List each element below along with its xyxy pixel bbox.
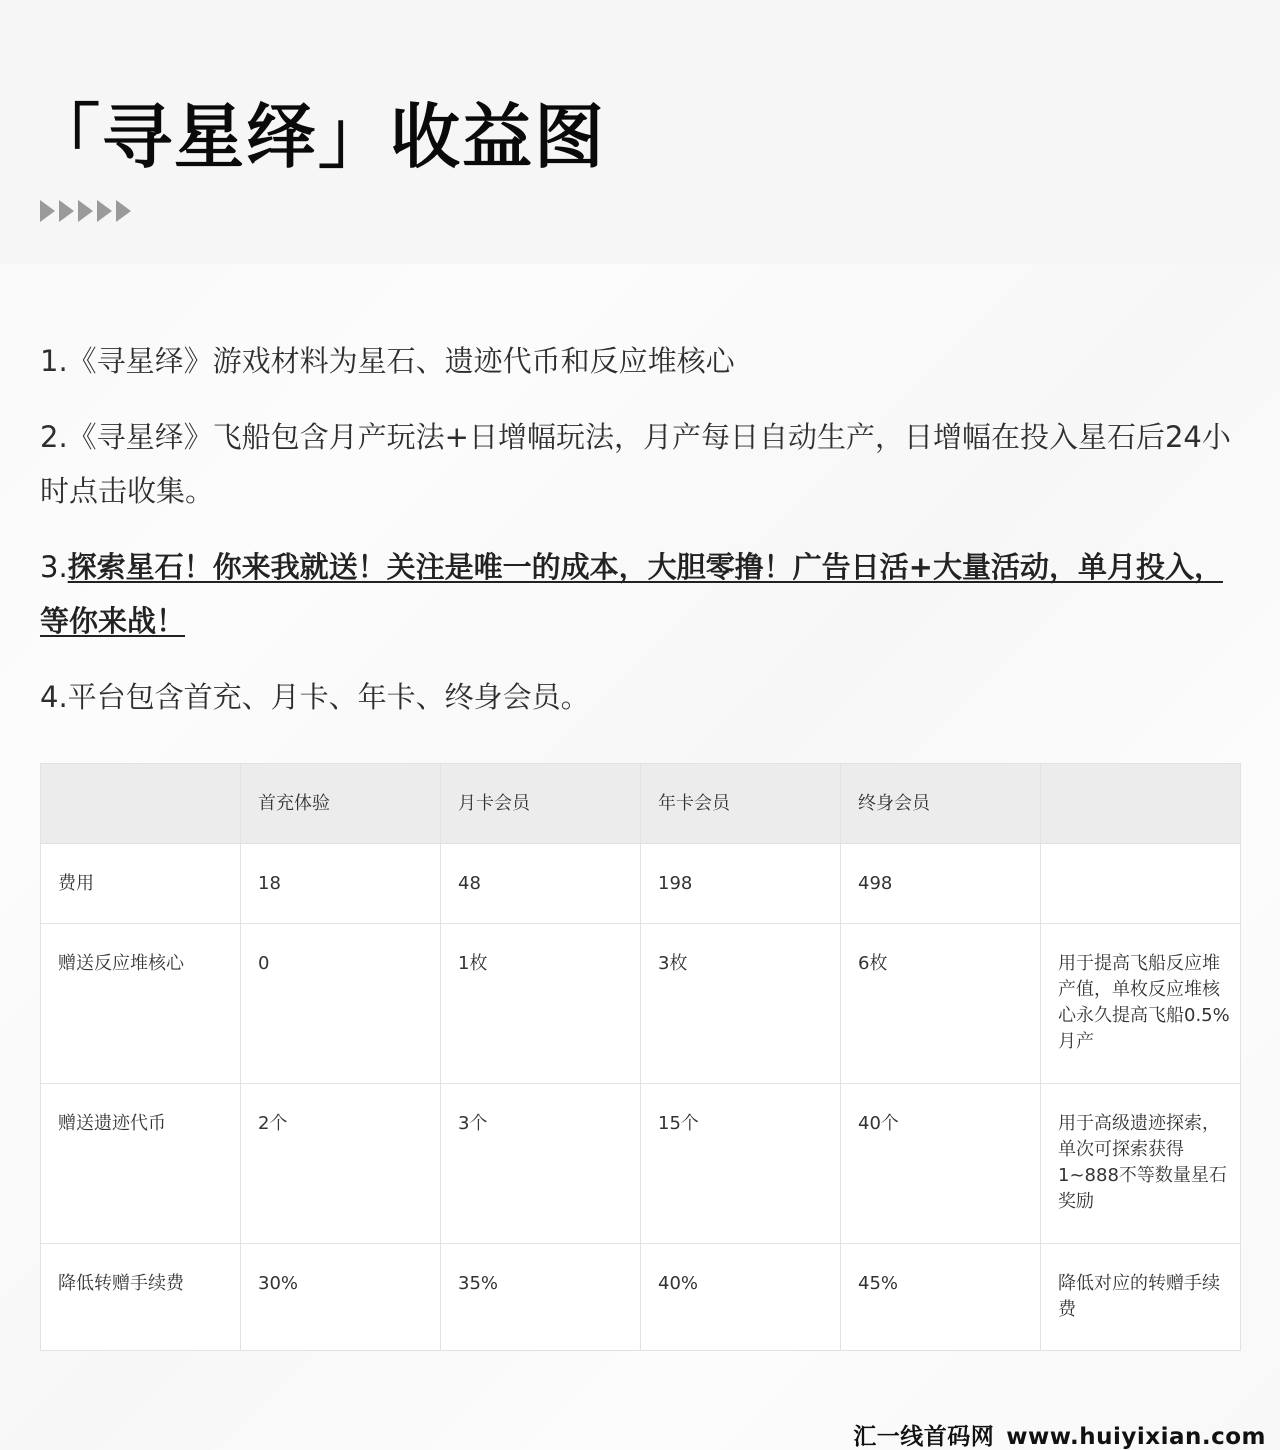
- intro-item-2: 2.《寻星绎》飞船包含月产玩法+日增幅玩法，月产每日自动生产，日增幅在投入星石后24小时点击收集。: [40, 420, 1231, 508]
- triangle-right-icon: [59, 200, 74, 222]
- watermark: [853, 1418, 1266, 1450]
- table-row: [41, 844, 1241, 924]
- table-cell: 3个: [441, 1084, 641, 1244]
- row-label: 降低转赠手续费: [41, 1244, 241, 1351]
- header-cell-lifetime: 终身会员: [841, 764, 1041, 844]
- table-cell: 18: [241, 844, 441, 924]
- row-note: 用于提高飞船反应堆产值，单枚反应堆核心永久提高飞船0.5%月产: [1041, 924, 1241, 1084]
- triangle-right-icon: [78, 200, 93, 222]
- table-cell: 3枚: [641, 924, 841, 1084]
- row-label: 赠送遗迹代币: [41, 1084, 241, 1244]
- watermark-site-name: 汇一线首码网: [853, 1424, 995, 1450]
- header-cell-yearly: 年卡会员: [641, 764, 841, 844]
- intro-item-3-prefix: 3.: [40, 550, 68, 584]
- table-cell: 15个: [641, 1084, 841, 1244]
- row-label: 赠送反应堆核心: [41, 924, 241, 1084]
- watermark-url: www.huiyixian.com: [1006, 1424, 1266, 1450]
- table-cell: 35%: [441, 1244, 641, 1351]
- table-cell: 45%: [841, 1244, 1041, 1351]
- membership-table: [40, 763, 1240, 1351]
- table-cell: 48: [441, 844, 641, 924]
- table-cell: 2个: [241, 1084, 441, 1244]
- header-cell-monthly: 月卡会员: [441, 764, 641, 844]
- table-cell: 0: [241, 924, 441, 1084]
- decorative-arrows: [40, 200, 132, 222]
- intro-item-4: 4.平台包含首充、月卡、年卡、终身会员。: [40, 680, 590, 714]
- header-cell-empty: [41, 764, 241, 844]
- table-row: [41, 924, 1241, 1084]
- row-label: 费用: [41, 844, 241, 924]
- table-cell: 198: [641, 844, 841, 924]
- table-cell: 498: [841, 844, 1041, 924]
- table-row: [41, 1084, 1241, 1244]
- row-note: 用于高级遗迹探索，单次可探索获得1~888不等数量星石奖励: [1041, 1084, 1241, 1244]
- table-cell: 40%: [641, 1244, 841, 1351]
- table-cell: 6枚: [841, 924, 1041, 1084]
- intro-item-1: 1.《寻星绎》游戏材料为星石、遗迹代币和反应堆核心: [40, 344, 735, 378]
- table-cell: 1枚: [441, 924, 641, 1084]
- header-cell-note: [1041, 764, 1241, 844]
- page-title: 「寻星绎」收益图: [30, 96, 606, 178]
- header-cell-first-recharge: 首充体验: [241, 764, 441, 844]
- triangle-right-icon: [97, 200, 112, 222]
- row-note: 降低对应的转赠手续费: [1041, 1244, 1241, 1351]
- triangle-right-icon: [40, 200, 55, 222]
- row-note: [1041, 844, 1241, 924]
- table-row: [41, 1244, 1241, 1351]
- triangle-right-icon: [116, 200, 131, 222]
- table-cell: 30%: [241, 1244, 441, 1351]
- table-cell: 40个: [841, 1084, 1041, 1244]
- intro-item-3-text: 探索星石！你来我就送！关注是唯一的成本，大胆零撸！广告日活+大量活动，单月投入，等你来战！: [40, 550, 1223, 638]
- intro-item-3-highlight: [40, 540, 1250, 648]
- table-header-row: [41, 764, 1241, 844]
